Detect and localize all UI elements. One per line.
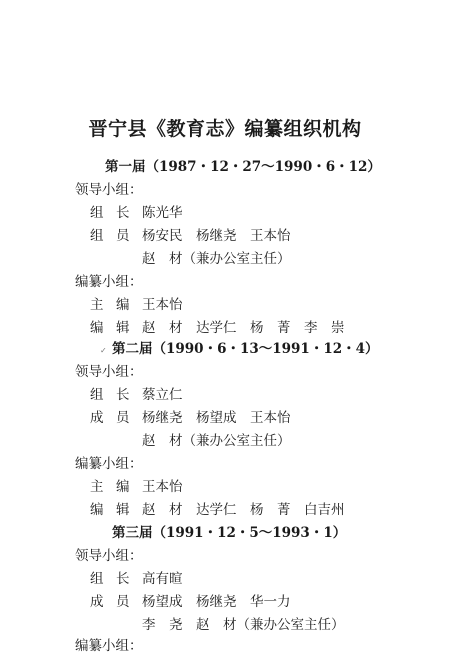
role-label: 组 长 bbox=[90, 387, 130, 403]
session-3-editing-group-label: 编纂小组： bbox=[75, 638, 143, 654]
session-3-heading: 第三届（1991・12・5～1993・1） bbox=[112, 525, 347, 541]
role-label: 组 员 bbox=[90, 228, 130, 244]
session-3-member-row bbox=[90, 596, 291, 610]
session-1-heading: 第一届（1987・12・27～1990・6・12） bbox=[105, 159, 381, 175]
leader-names: 蔡立仁 bbox=[142, 387, 183, 403]
role-label: 编 辑 bbox=[90, 502, 130, 518]
session-2-member-row bbox=[90, 412, 291, 426]
chief-editor-names: 王本怡 bbox=[142, 479, 183, 495]
session-1-member-names-cont: 赵 材（兼办公室主任） bbox=[142, 251, 291, 267]
member-names: 杨望成 杨继尧 华一力 bbox=[142, 594, 291, 610]
session-1-member-row bbox=[90, 230, 291, 244]
role-label: 编 辑 bbox=[90, 320, 130, 336]
session-1-leader-row bbox=[90, 207, 183, 221]
leader-names: 陈光华 bbox=[142, 205, 183, 221]
session-2-editor-row bbox=[90, 504, 345, 518]
session-1-chief-editor-row bbox=[90, 299, 183, 313]
role-label: 成 员 bbox=[90, 410, 130, 426]
session-2-member-names-cont: 赵 材（兼办公室主任） bbox=[142, 433, 291, 449]
member-names: 杨继尧 杨望成 王本怡 bbox=[142, 410, 291, 426]
session-1-editor-row bbox=[90, 322, 345, 336]
role-label: 成 员 bbox=[90, 594, 130, 610]
role-label: 组 长 bbox=[90, 571, 130, 587]
session-3-leader-row bbox=[90, 573, 183, 587]
editor-names: 赵 材 达学仁 杨 菁 李 崇 bbox=[142, 320, 345, 336]
scan-mark: ✓ bbox=[100, 346, 107, 355]
session-2-chief-editor-row bbox=[90, 481, 183, 495]
session-3-leader-group-label: 领导小组： bbox=[75, 548, 143, 564]
session-2-editing-group-label: 编纂小组： bbox=[75, 456, 143, 472]
page-title: 晋宁县《教育志》编纂组织机构 bbox=[88, 118, 362, 140]
session-1-editing-group-label: 编纂小组： bbox=[75, 274, 143, 290]
session-3-member-names-cont: 李 尧 赵 材（兼办公室主任） bbox=[142, 617, 345, 633]
chief-editor-names: 王本怡 bbox=[142, 297, 183, 313]
leader-names: 高有暄 bbox=[142, 571, 183, 587]
session-2-heading: 第二届（1990・6・13～1991・12・4） bbox=[112, 341, 379, 357]
session-2-leader-row bbox=[90, 389, 183, 403]
session-1-leader-group-label: 领导小组： bbox=[75, 182, 143, 198]
role-label: 主 编 bbox=[90, 297, 130, 313]
member-names: 杨安民 杨继尧 王本怡 bbox=[142, 228, 291, 244]
role-label: 组 长 bbox=[90, 205, 130, 221]
session-2-leader-group-label: 领导小组： bbox=[75, 364, 143, 380]
role-label: 主 编 bbox=[90, 479, 130, 495]
editor-names: 赵 材 达学仁 杨 菁 白吉州 bbox=[142, 502, 345, 518]
